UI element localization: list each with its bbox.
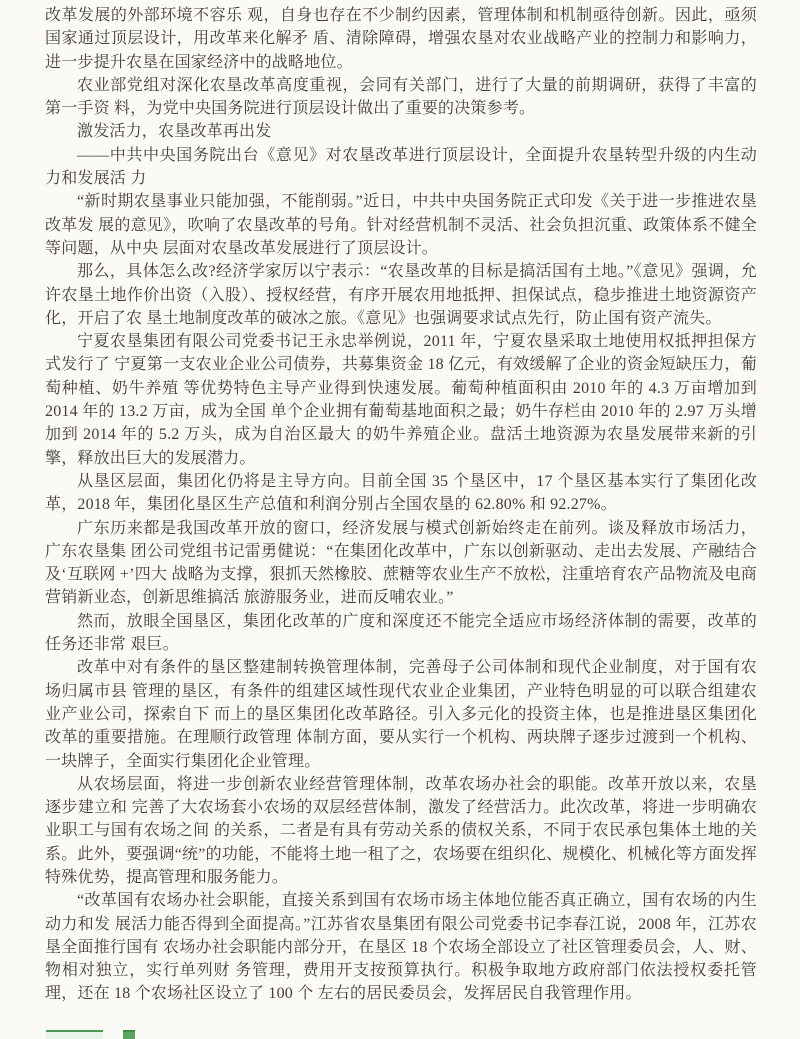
- article-paragraph: 那么，具体怎么改?经济学家厉以宁表示：“农垦改革的目标是搞活国有土地。”《意见》强调，允许农垦土地作价出资（入股）、授权经营，有序开展农用地抵押、担保试点，稳步推进土地资源资产化，开启了农 垦土地制度改革的破冰之旅。《意见》也强调要求试点先行，防止国有资产流失。: [45, 263, 757, 327]
- article-paragraph: ——中共中央国务院出台《意见》对农垦改革进行顶层设计，全面提升农垦转型升级的内生动力和发展活 力: [45, 146, 757, 188]
- article-paragraph: 改革中对有条件的垦区整建制转换管理体制，完善母子公司体制和现代企业制度，对于国有农场归属市县 管理的垦区，有条件的组建区域性现代农业企业集团，产业特色明显的可以联合组建农业产业公司，探索自下 而上的垦区集团化改革路径。引入多元化的投资主体，也是推进垦区集团化改革的重要措施。在理顺行政管理 体制方面，要从实行一个机构、两块牌子逐步过渡到一个机构、一块牌子，全面实行集团化企业管理。: [45, 659, 757, 770]
- article-paragraph: 激发活力，农垦改革再出发: [77, 123, 272, 141]
- cutoff-green-box: [46, 1030, 103, 1039]
- article-paragraph: 广东历来都是我国改革开放的窗口，经济发展与模式创新始终走在前列。谈及释放市场活力，广东农垦集 团公司党组书记雷勇健说：“在集团化改革中，广东以创新驱动、走出去发展、产融结合及‘互联网 +’四大 战略为支撑，狠抓天然橡胶、蔗糖等农业生产不放松，注重培育农产品物流及电商营销新业态，创新思维搞活 旅游服务业，进而反哺农业。”: [45, 519, 757, 607]
- article-paragraph: “新时期农垦事业只能加强，不能削弱。”近日，中共中央国务院正式印发《关于进一步推进农垦改革发 展的意见》，吹响了农垦改革的号角。针对经营机制不灵活、社会负担沉重、政策体系不健全等问题，从中央 层面对农垦改革发展进行了顶层设计。: [45, 193, 757, 257]
- article-paragraph: 宁夏农垦集团有限公司党委书记王永忠举例说，2011 年，宁夏农垦采取土地使用权抵押担保方式发行了 宁夏第一支农业企业公司债券，共募集资金 18 亿元，有效缓解了企业的资金短缺压力，葡萄种植、奶牛养殖 等优势特色主导产业得到快速发展。葡萄种植面积由 2010 年的 4.3 万亩增加到 2014 年的 13.2 万亩，成为全国 单个企业拥有葡萄基地面积之最；奶牛存栏由 2010 年的 2.97 万头增加到 2014 年的 5.2 万头，成为自治区最大 的奶牛养殖企业。盘活土地资源为农垦发展带来新的引擎，释放出巨大的发展潜力。: [45, 333, 757, 467]
- article-paragraph: 农业部党组对深化农垦改革高度重视，会同有关部门，进行了大量的前期调研，获得了丰富的第一手资 料，为党中央国务院进行顶层设计做出了重要的决策参考。: [45, 76, 757, 118]
- article-paragraph: 从农场层面，将进一步创新农业经营管理体制，改革农场办社会的职能。改革开放以来，农垦逐步建立和 完善了大农场套小农场的双层经营体制，激发了经营活力。此次改革，将进一步明确农业职工与国有农场之间 的关系，二者是有具有劳动关系的债权关系，不同于农民承包集体土地的关系。此外，要强调“统”的功能，不能将土地一租了之，农场要在组织化、规模化、机械化等方面发挥特殊优势，提高管理和服务能力。: [45, 775, 757, 886]
- article-text: [45, 4, 757, 1006]
- article-paragraph: 从垦区层面，集团化仍将是主导方向。目前全国 35 个垦区中，17 个垦区基本实行了集团化改革，2018 年，集团化垦区生产总值和利润分别占全国农垦的 62.80% 和 92.27%。: [45, 472, 757, 514]
- cutoff-green-box-small: [123, 1030, 135, 1039]
- article-paragraph: 然而，放眼全国垦区，集团化改革的广度和深度还不能完全适应市场经济体制的需要，改革的任务还非常 艰巨。: [45, 612, 757, 654]
- article-paragraph: 改革发展的外部环境不容乐 观，自身也存在不少制约因素，管理体制和机制亟待创新。因此，亟须国家通过顶层设计，用改革来化解矛 盾、清除障碍，增强农垦对农业战略产业的控制力和影响力，进一步提升农垦在国家经济中的战略地位。: [45, 7, 757, 71]
- article-paragraph: “改革国有农场办社会职能，直接关系到国有农场市场主体地位能否真正确立，国有农场的内生动力和发 展活力能否得到全面提高。”江苏省农垦集团有限公司党委书记李春江说，2008 年，江苏农垦全面推行国有 农场办社会职能内部分开，在垦区 18 个农场全部设立了社区管理委员会，人、财、物相对独立，实行单列财 务管理，费用开支按预算执行。积极争取地方政府部门依法授权委托管理，还在 18 个农场社区设立了 100 个 左右的居民委员会，发挥居民自我管理作用。: [45, 892, 757, 1003]
